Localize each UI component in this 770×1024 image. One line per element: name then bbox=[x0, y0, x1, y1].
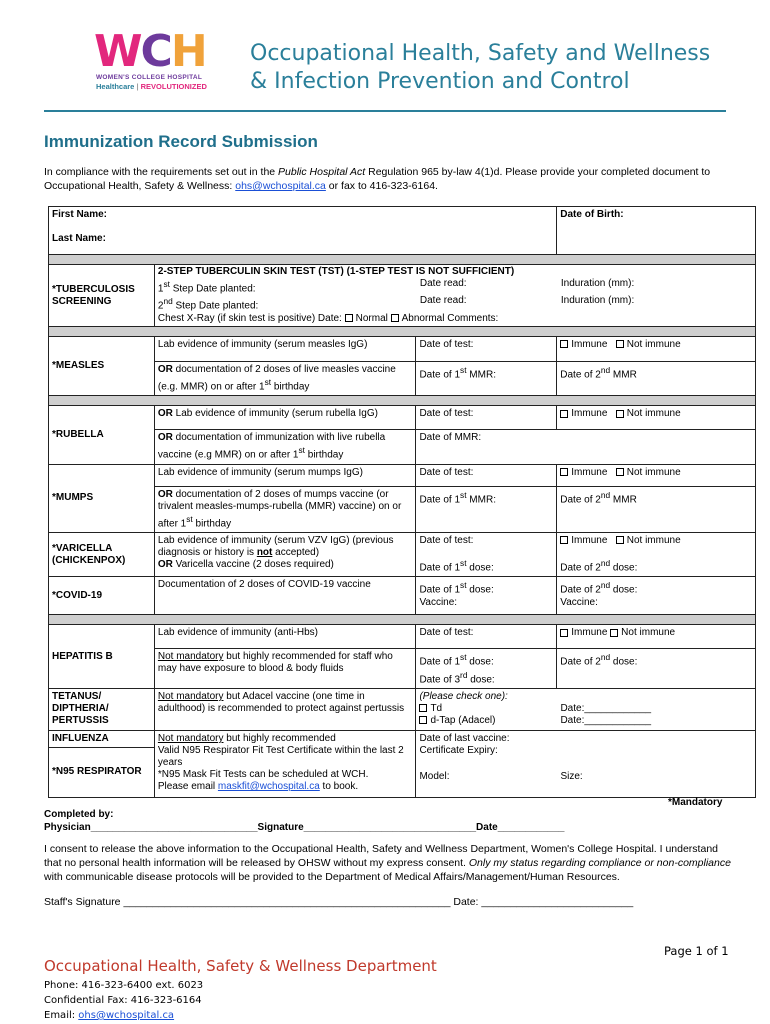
staff-signature-line[interactable]: Staff's Signature ________________________________________________________ Date: __________________________ bbox=[44, 896, 634, 908]
not-mandatory: Not mandatory bbox=[157, 651, 224, 663]
mumps-immune-checkbox[interactable] bbox=[560, 468, 568, 476]
measles-mmr2[interactable]: Date of 2nd MMR bbox=[557, 362, 756, 396]
measles-label: *MEASLES bbox=[49, 337, 155, 396]
hepb-doc bbox=[154, 649, 416, 689]
abnormal-checkbox[interactable] bbox=[391, 314, 399, 322]
varicella-dates[interactable] bbox=[416, 532, 557, 576]
rubella-doc-row bbox=[49, 430, 756, 464]
measles-lab-row bbox=[49, 337, 756, 362]
varicella-doc: Varicella vaccine (2 doses required) bbox=[172, 558, 334, 570]
immune-label: Immune bbox=[571, 466, 608, 478]
rubella-label: *RUBELLA bbox=[49, 406, 155, 464]
covid-dose2[interactable]: Date of 2nd dose: Vaccine: bbox=[557, 577, 756, 615]
measles-doc-row bbox=[49, 362, 756, 396]
rubella-doc: OR documentation of immunization with live rubella vaccine (e.g MMR) on or after 1st birthday bbox=[154, 430, 416, 464]
mumps-doc-row bbox=[49, 486, 756, 532]
mandatory-note: *Mandatory bbox=[668, 797, 723, 808]
tb-step1[interactable]: 1st Step Date planted: bbox=[157, 279, 256, 295]
rubella-lab-row bbox=[49, 406, 756, 430]
header-title-line1: Occupational Health, Safety and Wellness bbox=[250, 41, 711, 66]
td-checkbox[interactable] bbox=[419, 704, 427, 712]
first-name-field[interactable] bbox=[49, 207, 557, 231]
influenza-n95-doc bbox=[154, 730, 416, 797]
hepb-dose1-3[interactable]: Date of 1st dose: Date of 3rd dose: bbox=[416, 649, 557, 689]
mumps-lab: Lab evidence of immunity (serum mumps IgG) bbox=[154, 464, 416, 486]
tb-xray-label: Chest X-Ray (if skin test is positive) Date: bbox=[157, 312, 342, 324]
covid-dose1[interactable]: Date of 1st dose: Vaccine: bbox=[416, 577, 557, 615]
header-title-line2: & Infection Prevention and Control bbox=[250, 69, 630, 94]
first-name-row bbox=[49, 207, 756, 231]
tdap-date-2[interactable]: Date:____________ bbox=[560, 714, 652, 726]
influenza-label: INFLUENZA bbox=[49, 730, 155, 747]
measles-lab: Lab evidence of immunity (serum measles IgG) bbox=[154, 337, 416, 362]
n95-can: *N95 Mask Fit Tests can be scheduled at WCH. bbox=[157, 768, 369, 780]
immune-label: Immune bbox=[571, 408, 608, 420]
tdap-check-one: (Please check one): bbox=[419, 690, 508, 702]
intro-text-d: or fax to 416-323-6164. bbox=[325, 180, 438, 192]
n95-valid: Valid N95 Respirator Fit Test Certificate within the last 2 years bbox=[157, 744, 404, 768]
hepb-rec: but highly recommended for staff who may have exposure to blood & body fluids bbox=[157, 651, 393, 675]
tdap-date-1[interactable]: Date:____________ bbox=[560, 702, 652, 714]
varicella-not: not bbox=[256, 546, 273, 558]
influenza-n95-fields bbox=[416, 730, 756, 797]
last-name-field[interactable] bbox=[49, 231, 557, 255]
tdap-row bbox=[49, 688, 756, 730]
intro-text-a: In compliance with the requirements set out in the bbox=[44, 166, 279, 178]
measles-immune-checkbox[interactable] bbox=[560, 340, 568, 348]
dob-label: Date of Birth: bbox=[560, 209, 624, 220]
tb-details bbox=[154, 265, 755, 327]
varicella-dose1: Date of 1st dose: bbox=[419, 557, 494, 574]
n95-expiry[interactable]: Certificate Expiry: bbox=[419, 744, 498, 756]
rubella-lab-text: Lab evidence of immunity (serum rubella IgG) bbox=[172, 408, 378, 420]
rubella-immune-checkbox[interactable] bbox=[560, 410, 568, 418]
n95-model[interactable]: Model: bbox=[419, 770, 450, 782]
separator bbox=[49, 327, 756, 337]
tdap-doc bbox=[154, 688, 416, 730]
tb-date-read-1[interactable]: Date read: bbox=[419, 278, 467, 289]
varicella-dose2[interactable]: Date of 2nd dose: bbox=[560, 557, 638, 574]
tb-heading: 2-STEP TUBERCULIN SKIN TEST (TST) (1-STEP TEST IS NOT SUFFICIENT) bbox=[157, 266, 515, 277]
consent-b: with communicable disease protocols will be provided to the Department of Medical Affairs/Management/Human Resources. bbox=[44, 871, 620, 883]
consent-a: I consent to release the above information to the Occupational Health, Safety and Wellness Department, Women's College Hospital. I understand that no personal health information will be released by OHSW without my express consent. bbox=[44, 843, 718, 869]
immune-label: Immune bbox=[571, 339, 608, 350]
not-immune-label: Not immune bbox=[621, 627, 676, 639]
covid-doc: Documentation of 2 doses of COVID-19 vaccine bbox=[154, 577, 416, 615]
not-immune-label: Not immune bbox=[626, 339, 681, 350]
tb-induration-2[interactable]: Induration (mm): bbox=[560, 295, 635, 307]
header-rule bbox=[44, 110, 726, 112]
mumps-immune-status bbox=[557, 464, 756, 486]
hepb-immune-status bbox=[557, 625, 756, 649]
tb-induration-1[interactable]: Induration (mm): bbox=[560, 278, 635, 289]
varicella-lab-text: Lab evidence of immunity (serum VZV IgG) (previous diagnosis or history is bbox=[157, 534, 394, 558]
abnormal-label: Abnormal Comments: bbox=[401, 312, 499, 324]
not-mandatory: Not mandatory bbox=[157, 732, 224, 744]
tb-xray bbox=[158, 313, 752, 325]
consent-italic: Only my status regarding compliance or non-compliance bbox=[468, 857, 731, 869]
logo: WCH WOMEN'S COLLEGE HOSPITAL Healthcare | REVOLUTIONIZED bbox=[94, 30, 224, 100]
varicella-immune-checkbox[interactable] bbox=[560, 536, 568, 544]
influenza-row bbox=[49, 730, 756, 747]
rubella-lab bbox=[154, 406, 416, 430]
varicella-date-of-test: Date of test: bbox=[419, 534, 474, 546]
n95-email-post: to book. bbox=[319, 780, 359, 792]
rubella-not-immune-checkbox[interactable] bbox=[616, 410, 624, 418]
rubella-immune-status bbox=[557, 406, 756, 430]
tb-row bbox=[49, 265, 756, 327]
hepb-dose2[interactable]: Date of 2nd dose: bbox=[557, 649, 756, 689]
n95-label: *N95 RESPIRATOR bbox=[49, 747, 155, 797]
varicella-label: *VARICELLA (CHICKENPOX) bbox=[49, 532, 155, 576]
form-title: Immunization Record Submission bbox=[44, 132, 318, 151]
n95-email-pre: Please email bbox=[157, 780, 218, 792]
footer-fax: Confidential Fax: 416-323-6164 bbox=[44, 995, 202, 1006]
varicella-not-immune-checkbox[interactable] bbox=[616, 536, 624, 544]
not-immune-label: Not immune bbox=[626, 408, 681, 420]
or-label: OR bbox=[157, 408, 173, 420]
varicella-status bbox=[557, 532, 756, 576]
hepb-label: HEPATITIS B bbox=[49, 625, 155, 689]
rubella-date-of-test[interactable]: Date of test: bbox=[416, 406, 557, 430]
immunization-table bbox=[48, 206, 756, 798]
logo-hospital-name: WOMEN'S COLLEGE HOSPITAL bbox=[96, 74, 203, 81]
form-intro bbox=[44, 165, 734, 193]
last-name-label: Last Name: bbox=[52, 232, 106, 244]
measles-doc: OR documentation of 2 doses of live measles vaccine (e.g. MMR) on or after 1st birthday bbox=[154, 362, 416, 396]
mumps-doc: OR documentation of 2 doses of mumps vaccine (or trivalent measles-mumps-rubella (MMR) vaccine) on or after 1st birthday bbox=[154, 486, 416, 532]
varicella-lab-end: accepted) bbox=[272, 546, 320, 558]
normal-checkbox[interactable] bbox=[345, 314, 353, 322]
covid-vaccine-2: Vaccine: bbox=[560, 596, 598, 608]
hepb-date-of-test[interactable]: Date of test: bbox=[416, 625, 557, 649]
not-immune-label: Not immune bbox=[626, 466, 681, 478]
n95-size[interactable]: Size: bbox=[560, 770, 583, 782]
separator bbox=[49, 255, 756, 265]
varicella-details bbox=[154, 532, 416, 576]
header-title bbox=[250, 40, 750, 96]
intro-text-b: Regulation 965 by-law 4(1)d. Please provide your completed document to bbox=[365, 166, 711, 178]
measles-date-of-test[interactable]: Date of test: bbox=[416, 337, 557, 362]
not-mandatory: Not mandatory bbox=[157, 690, 224, 702]
completed-by-label: Completed by: bbox=[44, 809, 114, 820]
mumps-mmr2[interactable]: Date of 2nd MMR bbox=[557, 486, 756, 532]
intro-act: Public Hospital Act bbox=[278, 166, 366, 178]
separator bbox=[49, 615, 756, 625]
covid-label: *COVID-19 bbox=[49, 577, 155, 615]
intro-text-c: Occupational Health, Safety & Wellness: bbox=[44, 180, 236, 192]
mumps-not-immune-checkbox[interactable] bbox=[616, 468, 624, 476]
influenza-rec: but highly recommended bbox=[223, 732, 336, 744]
footer-email-link[interactable]: ohs@wchospital.ca bbox=[78, 1010, 175, 1021]
mumps-lab-row bbox=[49, 464, 756, 486]
immune-label: Immune bbox=[571, 627, 608, 639]
hepb-lab-row bbox=[49, 625, 756, 649]
page-number: Page 1 of 1 bbox=[664, 944, 729, 958]
varicella-row bbox=[49, 532, 756, 576]
dtap-label: d-Tap (Adacel) bbox=[430, 714, 496, 726]
hepb-lab: Lab evidence of immunity (anti-Hbs) bbox=[154, 625, 416, 649]
not-immune-label: Not immune bbox=[626, 534, 681, 546]
footer-phone: Phone: 416-323-6400 ext. 6023 bbox=[44, 980, 204, 991]
tb-step2[interactable]: 2nd Step Date planted: bbox=[157, 296, 259, 312]
logo-h: H bbox=[170, 26, 206, 77]
mumps-mmr1[interactable]: Date of 1st MMR: bbox=[416, 486, 557, 532]
td-label: Td bbox=[430, 702, 443, 714]
physician-signature-line[interactable]: Physician______________________________Signature_______________________________Date____________ bbox=[44, 822, 565, 833]
maskfit-email-link[interactable]: maskfit@wchospital.ca bbox=[217, 780, 320, 792]
first-name-label: First Name: bbox=[52, 209, 108, 220]
footer-email-label: Email: bbox=[44, 1010, 79, 1021]
influenza-last-vaccine[interactable]: Date of last vaccine: bbox=[419, 732, 510, 744]
logo-letters: WCH bbox=[94, 26, 206, 77]
covid-row bbox=[49, 577, 756, 615]
dtap-checkbox[interactable] bbox=[419, 716, 427, 724]
intro-email-link[interactable]: ohs@wchospital.ca bbox=[235, 180, 326, 192]
tdap-label: TETANUS/ DIPTHERIA/ PERTUSSIS bbox=[49, 688, 155, 730]
rubella-mmr[interactable]: Date of MMR: bbox=[416, 430, 756, 464]
normal-label: Normal bbox=[355, 312, 388, 324]
completed-by bbox=[44, 808, 564, 834]
separator bbox=[49, 396, 756, 406]
tb-label: *TUBERCULOSIS SCREENING bbox=[49, 265, 155, 327]
logo-tag-healthcare: Healthcare bbox=[96, 82, 135, 91]
measles-mmr1[interactable]: Date of 1st MMR: bbox=[416, 362, 557, 396]
hepb-doc-row bbox=[49, 649, 756, 689]
logo-tag-revolutionized: REVOLUTIONIZED bbox=[140, 82, 207, 91]
footer-dept: Occupational Health, Safety & Wellness Department bbox=[44, 957, 437, 975]
or-label: OR bbox=[157, 558, 173, 570]
consent-text bbox=[44, 842, 732, 884]
tb-date-read-2[interactable]: Date read: bbox=[419, 295, 467, 307]
covid-vaccine-1: Vaccine: bbox=[419, 596, 458, 608]
measles-not-immune-checkbox[interactable] bbox=[616, 340, 624, 348]
mumps-date-of-test[interactable]: Date of test: bbox=[416, 464, 557, 486]
tdap-rec: but Adacel vaccine (one time in adulthood) is recommended to protect against pertussis bbox=[157, 690, 405, 714]
measles-immune-status bbox=[557, 337, 756, 362]
footer-contact bbox=[44, 978, 203, 1023]
mumps-label: *MUMPS bbox=[49, 464, 155, 532]
dob-field[interactable] bbox=[557, 207, 756, 255]
hepb-immune-checkbox[interactable] bbox=[560, 629, 568, 637]
tdap-options bbox=[416, 688, 756, 730]
immune-label: Immune bbox=[571, 534, 608, 546]
hepb-not-immune-checkbox[interactable] bbox=[610, 629, 618, 637]
